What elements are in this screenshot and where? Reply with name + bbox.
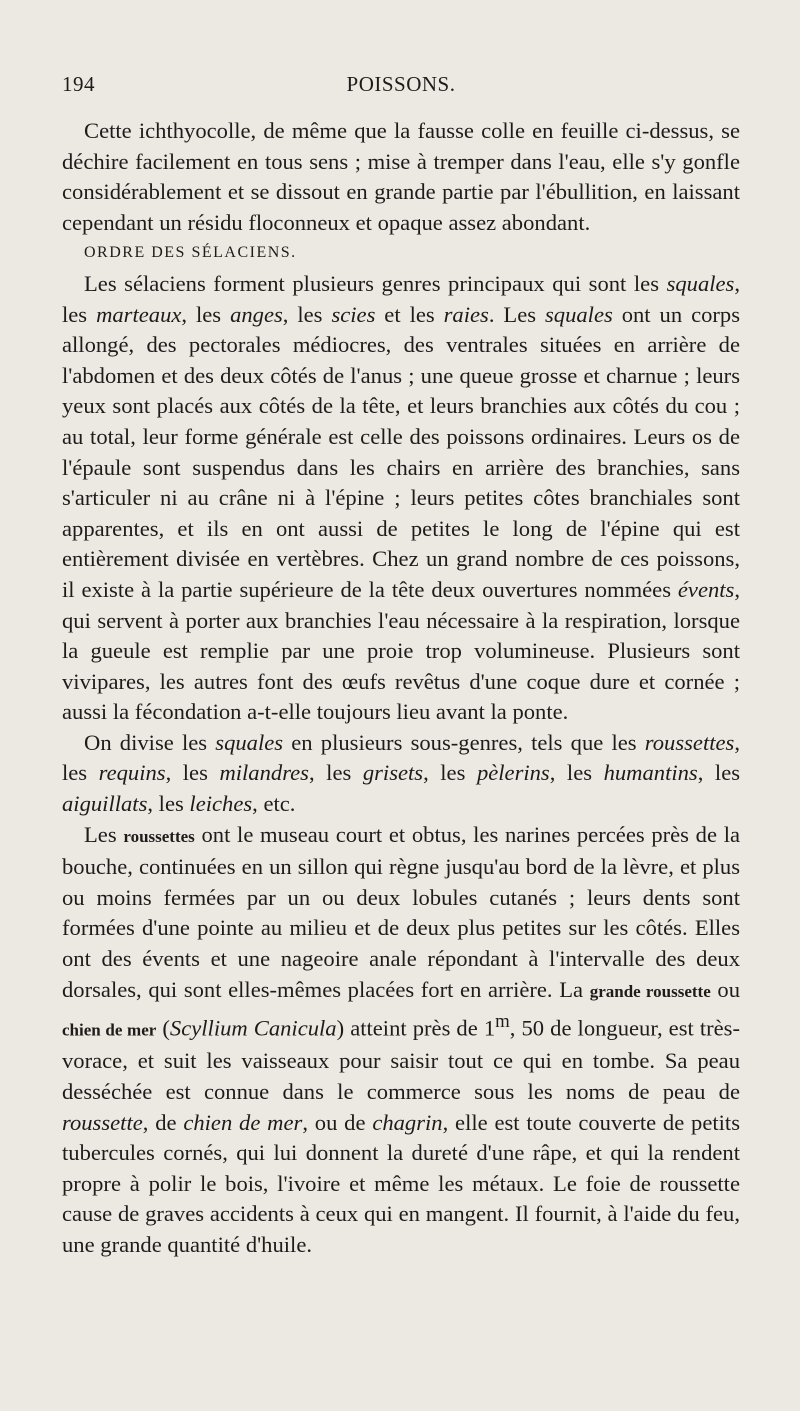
running-title: POISSONS.: [346, 72, 456, 96]
text-run: On divise les: [84, 729, 216, 755]
term-squales: squales: [215, 729, 284, 755]
term-requins: requins: [98, 760, 166, 786]
text-run: , etc.: [252, 791, 296, 817]
term-leiches: leiches: [189, 791, 253, 817]
text-run: ont un corps allongé, des pectorales médiocres, des ventrales situées en arrière de l'abdomen et des deux côtés de l'anus ; une queue grosse et charnue ; leurs yeux sont placés aux côtés de la tête, et leurs branchies aux côtés du cou ; au total, leur forme générale est celle des poissons ordinaires. Leurs os de l'épaule sont suspendus dans les chairs en arrière des branchies, sans s'articuler ni au crâne ni à l'épine ; leurs petites côtes branchiales sont apparentes, et ils en ont aussi de petites le long de l'épine qui est entièrement divisée en vertèbres. Chez un grand nombre de ces poissons, il existe à la partie supérieure de la tête deux ouvertures nommées: [62, 301, 741, 602]
term-anges: anges: [230, 301, 283, 327]
text-run: , les: [282, 301, 332, 327]
term-roussette: roussette: [62, 1109, 143, 1135]
text-run: , les: [697, 760, 741, 786]
term-grande-roussette: grande roussette: [589, 981, 711, 1001]
term-humantins: humantins: [603, 760, 698, 786]
text-run: ) atteint près de 1: [336, 1015, 496, 1041]
text-run: , les: [549, 760, 604, 786]
page-number: 194: [62, 72, 95, 96]
term-grisets: grisets: [362, 760, 424, 786]
term-roussettes-bold: roussettes: [123, 826, 195, 846]
paragraph-roussettes: [62, 820, 740, 1261]
text-run: , les: [308, 760, 363, 786]
term-roussettes: roussettes: [644, 729, 735, 755]
term-events: évents: [677, 576, 735, 602]
term-marteaux: marteaux: [96, 301, 182, 327]
body-text: [62, 116, 740, 1261]
term-chagrin: chagrin: [372, 1109, 443, 1135]
text-run: ou: [710, 976, 740, 1002]
text-run: , les: [62, 270, 740, 327]
term-chien-de-mer-bold: chien de mer: [62, 1020, 157, 1040]
term-raies: raies: [443, 301, 489, 327]
text-run: ont le museau court et obtus, les narines percées près de la bouche, continuées en un sillon qui règne jusqu'au bord de la lèvre, et plus ou moins fermées par un ou deux lobules cutanés ; leurs dents sont formées d'une pointe au milieu et de deux plus petites sur les côtés. Elles ont des évents et une nageoire anale répondant à l'intervalle des deux dorsales, qui sont elles-mêmes placées fort en arrière. La: [62, 821, 740, 1002]
term-scyllium-canicula: Scyllium Canicula: [169, 1015, 337, 1041]
unit-superscript: m: [495, 1011, 510, 1033]
text-run: , elle est toute couverte de petits tubercules cornés, qui lui donnent la dureté d'une râpe, et qui la rendent propre à polir le bois, l'ivoire et même les métaux. Le foie de roussette cause de graves accidents à ceux qui en mangent. Il fournit, à l'aide du feu, une grande quantité d'huile.: [62, 1109, 741, 1257]
text-run: , les: [165, 760, 220, 786]
text-run: , les: [62, 729, 740, 786]
text-run: , les: [423, 760, 477, 786]
text-run: Les: [84, 821, 124, 847]
text-run: , qui servent à porter aux branchies l'eau nécessaire à la respiration, lorsque la gueule est remplie par une proie trop volumineuse. Plusieurs sont vivipares, les autres font des œufs revêtus d'une coque dure et cornée ; aussi la fécondation a-t-elle toujours lieu avant la ponte.: [62, 576, 740, 725]
text-run: Les sélaciens forment plusieurs genres principaux qui sont les: [84, 270, 667, 296]
text-run: et les: [375, 301, 444, 327]
paragraph-sous-genres: [62, 728, 740, 820]
text-run: en plusieurs sous-genres, tels que les: [283, 729, 645, 755]
term-pelerins: pèlerins: [476, 760, 550, 786]
text-run: , 50 de longueur, est très-vorace, et suit les vaisseaux pour saisir tout ce qui en tombe. Sa peau desséchée est connue dans le commerce sous les noms de peau de: [62, 1015, 740, 1104]
term-scies: scies: [331, 301, 376, 327]
term-aiguillats: aiguillats: [62, 791, 148, 817]
text-run: (: [156, 1015, 170, 1041]
text-run: , de: [142, 1109, 184, 1135]
page-header: [62, 72, 740, 102]
term-chien-de-mer: chien de mer: [183, 1109, 303, 1135]
paragraph-ichthyocolle: Cette ichthyocolle, de même que la fausse colle en feuille ci-dessus, se déchire facilement en tous sens ; mise à tremper dans l'eau, elle s'y gonfle considérablement et se dissout en grande partie par l'ébullition, en laissant cependant un résidu floconneux et opaque assez abondant.: [62, 118, 740, 235]
term-squales: squales: [544, 301, 613, 327]
section-heading: ORDRE DES SÉLACIENS.: [84, 244, 297, 262]
term-squales: squales: [666, 270, 735, 296]
text-run: , les: [147, 791, 190, 817]
text-run: , les: [181, 301, 231, 327]
paragraph-selaciens: [62, 269, 740, 728]
text-run: , ou de: [302, 1109, 373, 1135]
text-run: . Les: [488, 301, 545, 327]
term-milandres: milandres: [219, 760, 309, 786]
